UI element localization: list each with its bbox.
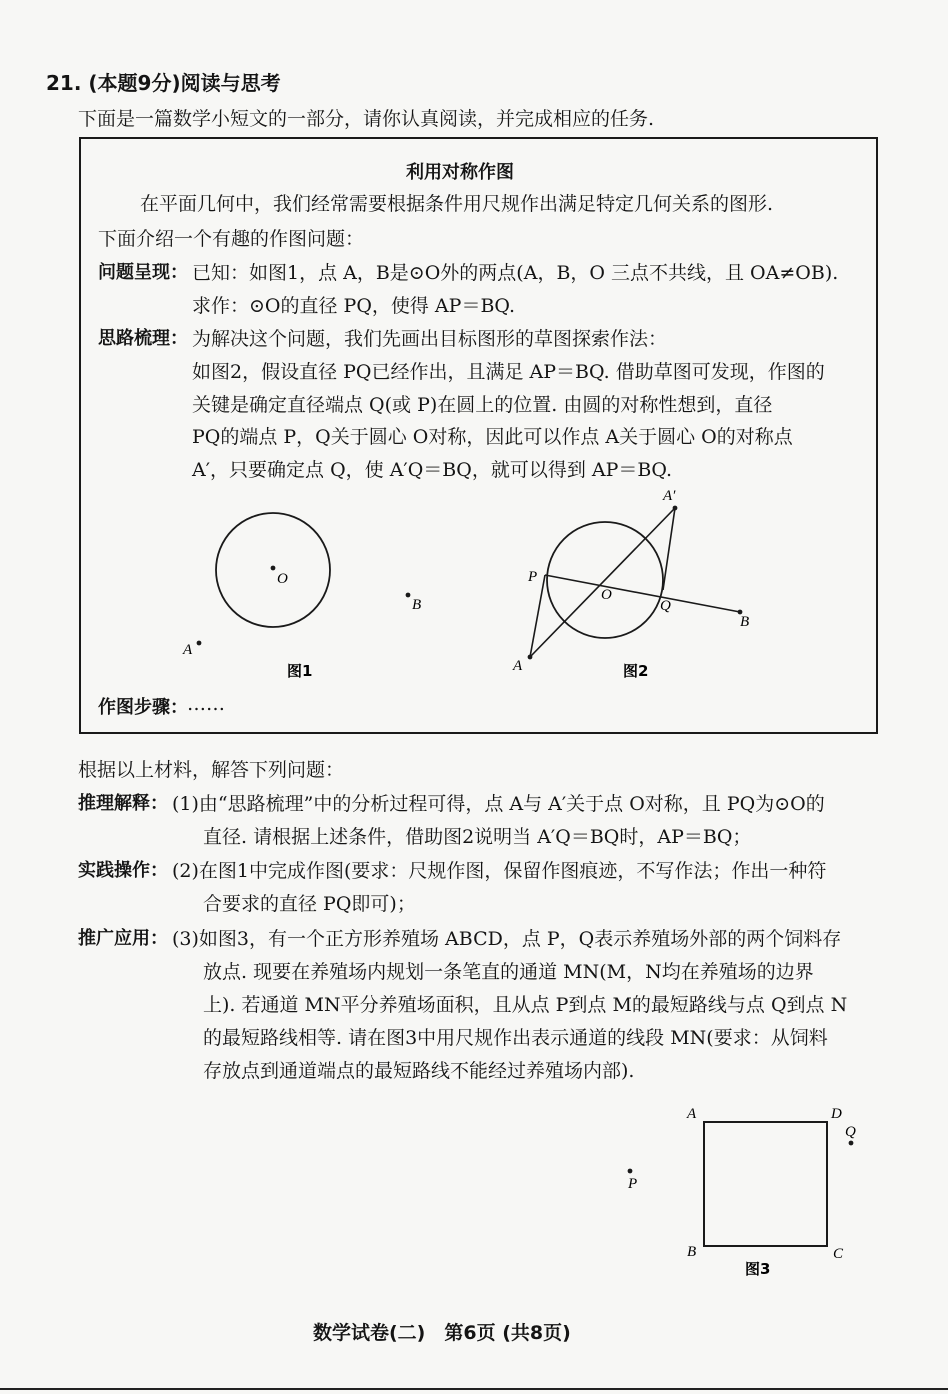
label-a: A [183, 642, 193, 658]
idea-label: 思路梳理： [98, 328, 188, 349]
label-d: D [831, 1106, 842, 1122]
figure-2 [505, 480, 775, 685]
article-title: 利用对称作图 [406, 162, 514, 183]
idea-line-1: 为解决这个问题，我们先画出目标图形的草图探索作法： [192, 328, 668, 350]
question-intro: 下面是一篇数学小短文的一部分，请你认真阅读，并完成相应的任务. [78, 108, 655, 130]
task-3-line-2: 放点. 现要在养殖场内规划一条笔直的通道 MN(M，N均在养殖场的边界 [203, 961, 814, 983]
steps-text: …… [187, 693, 225, 715]
task-3-label: 推广应用： [78, 928, 168, 949]
problem-label: 问题呈现： [98, 262, 188, 283]
figure-3 [615, 1098, 865, 1283]
point-o [271, 566, 276, 571]
point-aprime [673, 506, 678, 511]
idea-line-3: 关键是确定直径端点 Q(或 P)在圆上的位置. 由圆的对称性想到，直径 [192, 394, 773, 416]
label-b: B [412, 597, 422, 613]
idea-line-5: A′，只要确定点 Q，使 A′Q＝BQ，就可以得到 AP＝BQ. [192, 459, 673, 481]
task-2-label: 实践操作： [78, 860, 168, 881]
idea-line-4: PQ的端点 P，Q关于圆心 O对称，因此可以作点 A关于圆心 O的对称点 [192, 426, 793, 448]
point-a [197, 641, 202, 646]
label-b: B [740, 614, 750, 630]
point-b [406, 593, 411, 598]
task-2-line-1: (2)在图1中完成作图(要求：尺规作图，保留作图痕迹，不写作法；作出一种符 [172, 860, 827, 882]
task-3-line-1: (3)如图3，有一个正方形养殖场 ABCD，点 P，Q表示养殖场外部的两个饲料存 [172, 928, 842, 950]
article-paragraph-1: 在平面几何中，我们经常需要根据条件用尺规作出满足特定几何关系的图形. [140, 193, 774, 215]
task-3-line-5: 存放点到通道端点的最短路线不能经过养殖场内部). [203, 1060, 635, 1082]
task-2-line-2: 合要求的直径 PQ即可)； [203, 893, 416, 915]
figure-1-caption: 图1 [287, 662, 313, 680]
steps-label: 作图步骤： [98, 697, 188, 718]
label-p: P [528, 569, 538, 585]
figure-3-caption: 图3 [745, 1260, 771, 1278]
label-a: A [513, 658, 523, 674]
problem-line-2: 求作：⊙O的直径 PQ，使得 AP＝BQ. [192, 295, 516, 317]
task-1-label: 推理解释： [78, 793, 168, 814]
task-3-line-3: 上). 若通道 MN平分养殖场面积，且从点 P到点 M的最短路线与点 Q到点 N [203, 994, 848, 1016]
label-q: Q [845, 1124, 856, 1140]
point-a [528, 655, 533, 660]
point-p [628, 1169, 633, 1174]
point-q [849, 1141, 854, 1146]
figure-2-caption: 图2 [623, 662, 649, 680]
tasks-lead: 根据以上材料，解答下列问题： [78, 759, 345, 781]
idea-line-2: 如图2，假设直径 PQ已经作出，且满足 AP＝BQ. 借助草图可发现，作图的 [192, 361, 825, 383]
segment-a-aprime [530, 508, 675, 657]
square-abcd [704, 1122, 827, 1246]
task-3-line-4: 的最短路线相等. 请在图3中用尺规作出表示通道的线段 MN(要求：从饲料 [203, 1027, 828, 1049]
label-aprime: A′ [663, 488, 676, 504]
figure-1 [170, 495, 460, 690]
label-q: Q [660, 598, 671, 614]
label-c: C [833, 1246, 844, 1262]
segment-p-b [545, 575, 740, 612]
label-p: P [628, 1176, 638, 1192]
page-footer: 数学试卷(二) 第6页 (共8页) [313, 1322, 571, 1344]
bottom-rule [0, 1388, 948, 1390]
label-a: A [687, 1106, 697, 1122]
label-o: O [601, 587, 612, 603]
task-1-line-1: (1)由“思路梳理”中的分析过程可得，点 A与 A′关于点 O对称，且 PQ为⊙O的 [172, 793, 825, 815]
label-o: O [277, 571, 288, 587]
segment-aprime-q [663, 508, 675, 590]
article-paragraph-1b: 下面介绍一个有趣的作图问题： [98, 228, 365, 250]
question-header: 21. (本题9分)阅读与思考 [46, 71, 281, 95]
task-1-line-2: 直径. 请根据上述条件，借助图2说明当 A′Q＝BQ时，AP＝BQ； [203, 826, 752, 848]
label-b: B [687, 1244, 697, 1260]
problem-line-1: 已知：如图1，点 A，B是⊙O外的两点(A，B，O 三点不共线，且 OA≠OB). [192, 262, 839, 284]
